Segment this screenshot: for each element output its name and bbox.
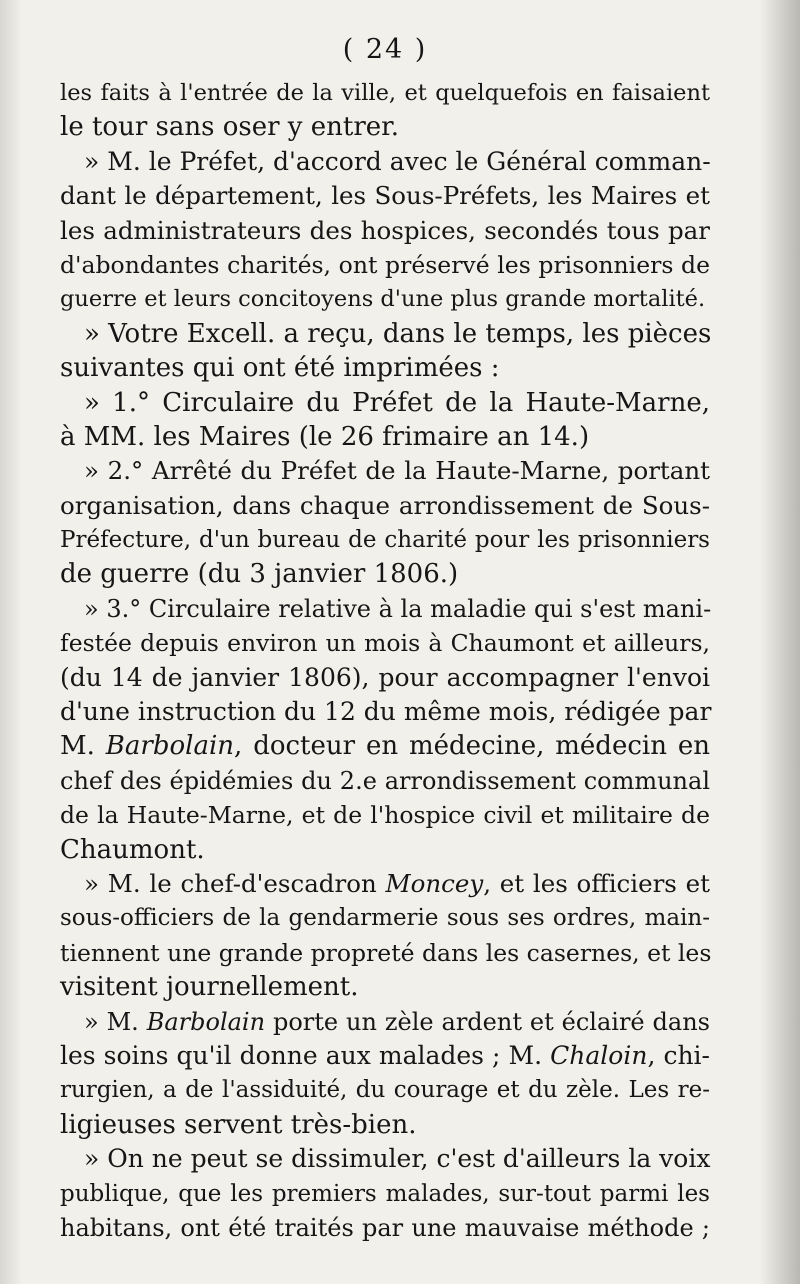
text-segment: » M. <box>84 1007 147 1036</box>
page-number: ( 24 ) <box>342 34 428 65</box>
text-line: ligieuses servent très-bien. <box>60 1109 417 1140</box>
italic-name: Barbolain <box>105 731 235 762</box>
text-line: » M. le Préfet, d'accord avec le Général comman- <box>84 146 711 176</box>
text-line: publique, que les premiers malades, sur-tout parmi les <box>60 1180 710 1207</box>
text-segment: M. <box>60 731 106 762</box>
text-line: » 3.° Circulaire relative à la maladie qui s'est mani- <box>84 594 712 623</box>
page-edge-shadow-left <box>0 0 22 1284</box>
text-line: visitent journellement. <box>60 972 359 1003</box>
text-line: tiennent une grande propreté dans les casernes, et les <box>60 938 712 967</box>
text-line: les faits à l'entrée de la ville, et quelquefois en faisaient <box>60 80 710 106</box>
text-line: » On ne peut se dissimuler, c'est d'ailleurs la voix <box>84 1144 711 1174</box>
text-line: guerre et leurs concitoyens d'une plus grande mortalité. <box>60 286 706 313</box>
text-segment: les soins qu'il donne aux malades ; M. <box>60 1040 551 1070</box>
text-line: Préfecture, d'un bureau de charité pour les prisonniers <box>60 527 710 554</box>
text-line: (du 14 de janvier 1806), pour accompagner l'envoi <box>60 662 710 692</box>
text-line: » 2.° Arrêté du Préfet de la Haute-Marne, portant <box>84 456 710 486</box>
text-line: les administrateurs des hospices, secondés tous par <box>60 215 710 245</box>
text-segment: , docteur en médecine, médecin en <box>234 731 710 762</box>
text-line: festée depuis environ un mois à Chaumont et ailleurs, <box>60 629 710 658</box>
text-line <box>60 867 710 901</box>
italic-name: Moncey <box>385 868 484 898</box>
text-line: sous-officiers de la gendarmerie sous ses ordres, main- <box>60 905 710 932</box>
text-line: le tour sans oser y entrer. <box>60 112 399 143</box>
text-line <box>60 1005 710 1039</box>
text-line: de la Haute-Marne, et de l'hospice civil et militaire de <box>60 801 710 830</box>
text-line: » 1.° Circulaire du Préfet de la Haute-Marne, <box>84 387 710 418</box>
italic-name: Chaloin <box>550 1040 648 1070</box>
italic-name: Barbolain <box>146 1007 266 1036</box>
text-line: suivantes qui ont été imprimées : <box>60 353 500 384</box>
text-line: organisation, dans chaque arrondissement de Sous- <box>60 490 710 520</box>
page-edge-shadow-right <box>760 0 800 1284</box>
text-line: à MM. les Maires (le 26 frimaire an 14.) <box>60 421 590 452</box>
text-line: Chaumont. <box>60 834 205 865</box>
text-segment: » M. le chef-d'escadron <box>84 868 386 898</box>
text-segment: porte un zèle ardent et éclairé dans <box>265 1007 710 1036</box>
text-line: de guerre (du 3 janvier 1806.) <box>60 559 459 590</box>
text-line: dant le département, les Sous-Préfets, les Maires et <box>60 181 710 211</box>
text-line: d'une instruction du 12 du même mois, rédigée par <box>60 697 712 727</box>
text-line: rurgien, a de l'assiduité, du courage et du zèle. Les re- <box>60 1077 710 1104</box>
text-line: chef des épidémies du 2.e arrondissement communal <box>60 766 710 795</box>
text-segment: , chi- <box>647 1040 710 1070</box>
body-text <box>60 76 710 1245</box>
text-segment: , et les officiers et <box>483 868 710 898</box>
text-line: habitans, ont été traités par une mauvaise méthode ; <box>60 1213 710 1242</box>
text-line: d'abondantes charités, ont préservé les prisonniers de <box>60 250 710 279</box>
text-line <box>60 729 710 763</box>
text-line: » Votre Excell. a reçu, dans le temps, les pièces <box>84 318 712 349</box>
text-line <box>60 1039 710 1073</box>
